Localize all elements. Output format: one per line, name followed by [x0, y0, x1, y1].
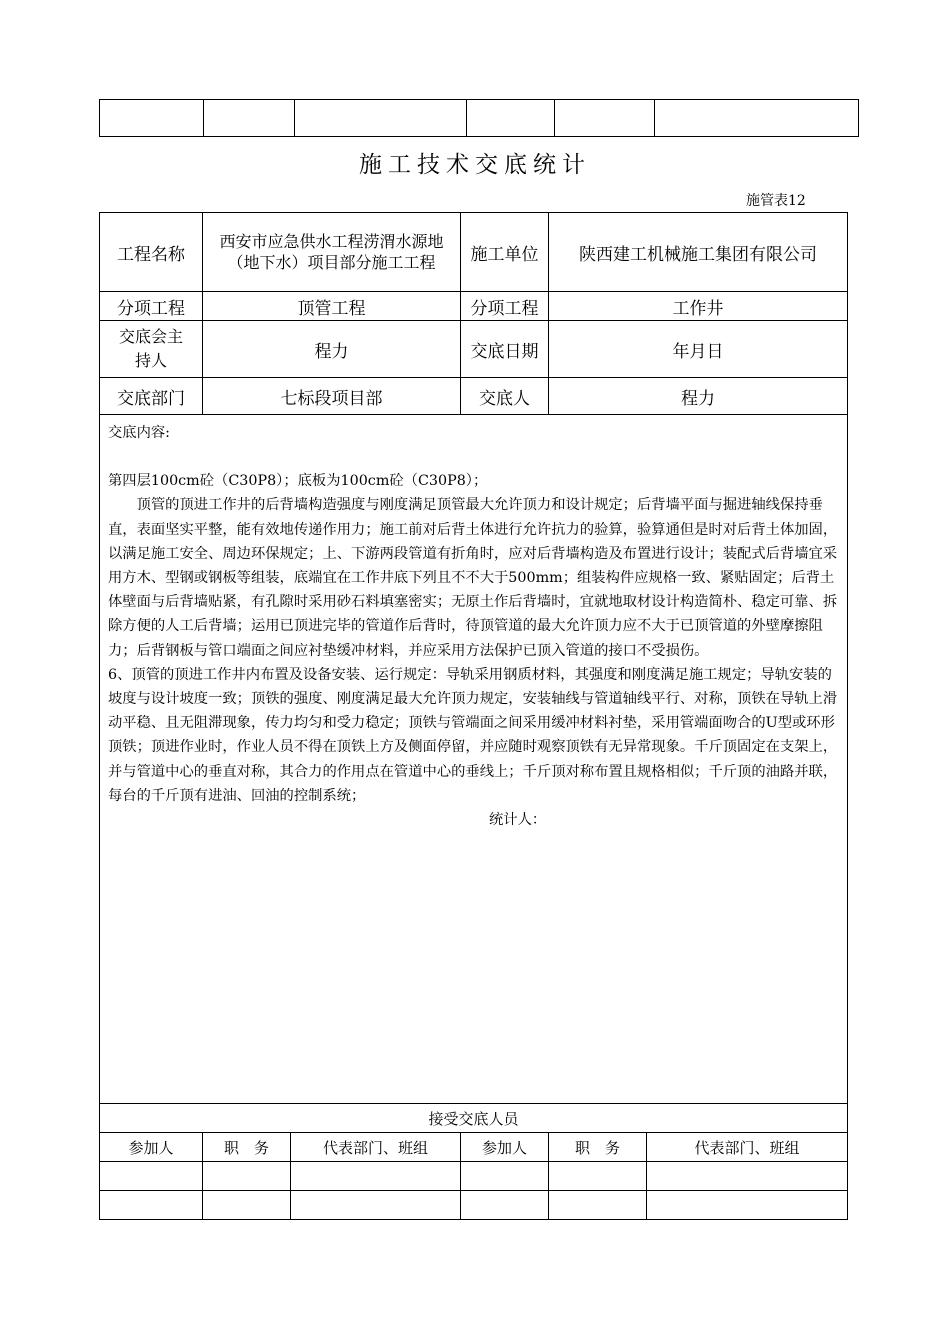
contractor-label: 施工单位: [461, 213, 549, 292]
host-value: 程力: [203, 321, 461, 378]
column-header: 代表部门、班组: [647, 1133, 848, 1162]
subitem-label: 分项工程: [461, 292, 549, 321]
receiver-cell[interactable]: [291, 1162, 461, 1191]
receivers-table: [99, 1132, 848, 1220]
receiver-cell[interactable]: [100, 1191, 203, 1220]
content-paragraph: 第四层100cm砼（C30P8）；底板为100cm砼（C30P8）；: [108, 473, 488, 490]
subitem-row: [100, 292, 848, 321]
blank-cell: [467, 100, 555, 137]
column-header: 职 务: [203, 1133, 291, 1162]
receiver-row: [100, 1162, 848, 1191]
form-number: 施管表12: [746, 193, 806, 209]
project-name-value: 西安市应急供水工程涝渭水源地（地下水）项目部分施工工程: [203, 213, 461, 292]
receiver-cell[interactable]: [100, 1162, 203, 1191]
receiver-cell[interactable]: [549, 1191, 647, 1220]
receivers-title: 接受交底人员: [100, 1104, 848, 1133]
receivers-title-row: [100, 1104, 848, 1133]
presenter-value: 程力: [549, 378, 848, 415]
disclosure-form-table: [99, 212, 848, 1133]
blank-cell: [100, 100, 204, 137]
receiver-cell[interactable]: [549, 1162, 647, 1191]
top-header-row: [100, 100, 859, 137]
disclosure-content: [100, 415, 848, 1104]
dept-value: 七标段项目部: [203, 378, 461, 415]
receiver-cell[interactable]: [461, 1162, 549, 1191]
project-row: [100, 213, 848, 292]
document-title: 施工技术交底统计: [359, 152, 591, 178]
subitem-value: 顶管工程: [203, 292, 461, 321]
receiver-cell[interactable]: [647, 1162, 848, 1191]
contractor-value: 陕西建工机械施工集团有限公司: [549, 213, 848, 292]
column-header: 职 务: [549, 1133, 647, 1162]
content-paragraph: 顶管的顶进工作井的后背墙构造强度与刚度满足顶管最大允许顶力和设计规定；后背墙平面与掘进轴线保持垂直，表面坚实平整，能有效地传递作用力；施工前对后背土体进行允许抗力的验算，验算通但是时对后背土体加固，以满足施工安全、周边环保规定；上、下游两段管道有折角时，应对后背墙构造及布置进行设计；装配式后背墙宜采用方木、型钢或钢板等组装，底端宜在工作井底下列且不不大于500mm；组装构件应规格一致、紧贴固定；后背土体壁面与后背墙贴紧，有孔隙时采用砂石料填塞密实；无原土作后背墙时，宜就地取材设计构造简朴、稳定可靠、拆除方便的人工后背墙；运用已顶进完毕的管道作后背时，待顶管道的最大允许顶力应不大于已顶管道的外壁摩擦阻力；后背钢板与管口端面之间应衬垫缓冲材料，并应采用方法保护已顶入管道的接口不受损伤。: [108, 497, 838, 659]
date-label: 交底日期: [461, 321, 549, 378]
column-header: 参加人: [461, 1133, 549, 1162]
date-value: 年月日: [549, 321, 848, 378]
receiver-cell[interactable]: [291, 1191, 461, 1220]
presenter-label: 交底人: [461, 378, 549, 415]
blank-cell: [295, 100, 467, 137]
project-name-label: 工程名称: [100, 213, 203, 292]
content-heading: 交底内容:: [108, 425, 171, 441]
content-row: [100, 415, 848, 1104]
receiver-cell[interactable]: [647, 1191, 848, 1220]
receiver-cell[interactable]: [203, 1162, 291, 1191]
host-row: [100, 321, 848, 378]
host-label: 交底会主持人: [100, 321, 203, 378]
signer-label: 统计人：: [489, 812, 547, 829]
subitem-label: 分项工程: [100, 292, 203, 321]
dept-label: 交底部门: [100, 378, 203, 415]
blank-cell: [204, 100, 295, 137]
column-header: 参加人: [100, 1133, 203, 1162]
blank-cell: [555, 100, 655, 137]
subitem-value: 工作井: [549, 292, 848, 321]
content-paragraph: 6、顶管的顶进工作井内布置及设备安装、运行规定：导轨采用钢质材料，其强度和刚度满足施工规定；导轨安装的坡度与设计坡度一致；顶铁的强度、刚度满足最大允许顶力规定，安装轴线与管道轴线平行、对称，顶铁在导轨上滑动平稳、且无阻滞现象，传力均匀和受力稳定；顶铁与管端面之间采用缓冲材料衬垫，采用管端面吻合的U型或环形顶铁；顶进作业时，作业人员不得在顶铁上方及侧面停留，并应随时观察顶铁有无异常现象。千斤顶固定在支架上，并与管道中心的垂直对称，其合力的作用点在管道中心的垂线上；千斤顶对称布置且规格相似；千斤顶的油路并联，每台的千斤顶有进油、回油的控制系统；: [108, 666, 838, 804]
dept-row: [100, 378, 848, 415]
receiver-row: [100, 1191, 848, 1220]
top-header-table: [99, 99, 859, 137]
receiver-cell[interactable]: [461, 1191, 549, 1220]
receivers-header-row: [100, 1133, 848, 1162]
blank-cell: [655, 100, 859, 137]
receiver-cell[interactable]: [203, 1191, 291, 1220]
column-header: 代表部门、班组: [291, 1133, 461, 1162]
